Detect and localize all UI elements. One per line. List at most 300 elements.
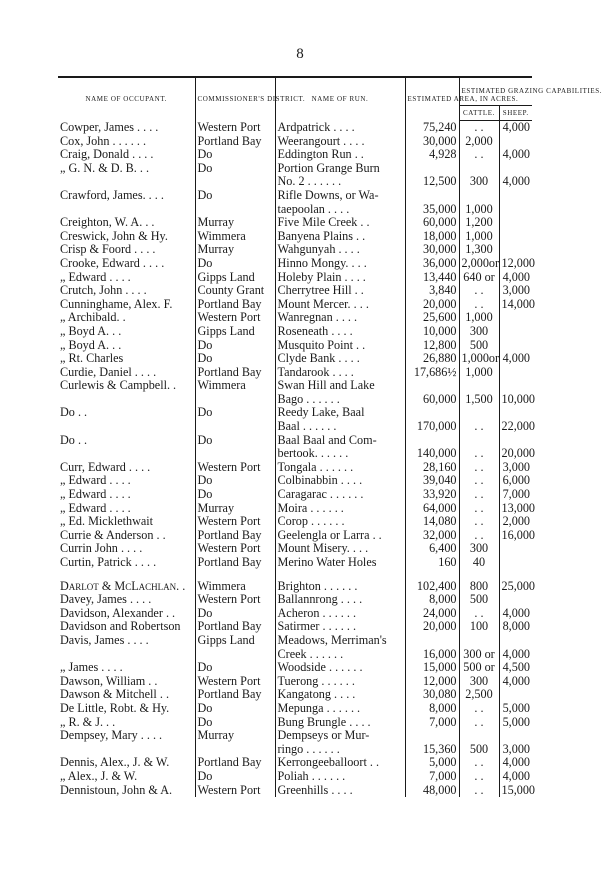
occupant-cell — [58, 175, 195, 189]
occupant-cell: Creighton, W. A. . . — [60, 215, 155, 230]
cattle-cell: . . — [459, 121, 499, 135]
run-cell: Ballannrong . . . . — [275, 593, 405, 607]
occupant-cell: Davidson, Alexander . . — [60, 605, 176, 620]
cattle-cell: . . — [459, 607, 499, 621]
run-cell: Kangatong . . . . — [275, 688, 405, 702]
area-cell: 33,920 — [405, 488, 459, 502]
area-cell: 32,000 — [405, 529, 459, 543]
cattle-cell: 640 or — [459, 271, 499, 285]
header-area: ESTIMATED AREA, IN ACRES. — [405, 77, 459, 121]
cattle-cell: . . — [459, 716, 499, 730]
sheep-cell: 4,500 — [499, 661, 532, 675]
run-cell: Dempseys or Mur- — [275, 729, 405, 743]
run-cell: Roseneath . . . . — [275, 325, 405, 339]
run-cell: Reedy Lake, Baal — [275, 406, 405, 420]
sheep-cell: 7,000 — [499, 488, 532, 502]
cattle-cell — [459, 189, 499, 203]
cattle-cell: 500 — [459, 743, 499, 757]
cattle-cell: 1,200 — [459, 216, 499, 230]
run-cell: Poliah . . . . . . — [275, 770, 405, 784]
occupant-cell: Craig, Donald . . . . — [60, 147, 154, 162]
district-cell: Western Port — [195, 675, 275, 689]
sheep-cell: 22,000 — [499, 420, 532, 434]
district-cell: Murray — [195, 243, 275, 257]
area-cell: 25,600 — [405, 311, 459, 325]
cattle-cell: . . — [459, 284, 499, 298]
sheep-cell — [499, 203, 532, 217]
district-cell: Do — [195, 607, 275, 621]
table-row — [58, 339, 532, 353]
area-cell: 10,000 — [405, 325, 459, 339]
cattle-cell: . . — [459, 784, 499, 798]
area-cell: 170,000 — [405, 420, 459, 434]
sheep-cell: 3,000 — [499, 461, 532, 475]
sheep-cell — [499, 339, 532, 353]
table-row — [58, 162, 532, 176]
run-cell: Portion Grange Burn — [275, 162, 405, 176]
page-number: 8 — [296, 46, 304, 62]
table-row — [58, 434, 532, 448]
area-cell: 8,000 — [405, 702, 459, 716]
occupant-cell — [58, 420, 195, 434]
sheep-cell: 4,000 — [499, 770, 532, 784]
area-cell — [405, 634, 459, 648]
run-cell: taepoolan . . . . — [275, 203, 405, 217]
table-row — [58, 284, 532, 298]
occupant-cell: Cowper, James . . . . — [60, 120, 159, 134]
run-cell: Greenhills . . . . — [275, 784, 405, 798]
cattle-cell: . . — [459, 474, 499, 488]
area-cell — [405, 406, 459, 420]
cattle-cell: . . — [459, 502, 499, 516]
run-cell: Weerangourt . . . . — [275, 135, 405, 149]
occupant-cell: Davey, James . . . . — [60, 592, 152, 607]
run-cell: Merino Water Holes — [275, 556, 405, 570]
district-cell: Do — [195, 352, 275, 366]
district-cell: Do — [195, 162, 275, 176]
district-cell: Do — [195, 716, 275, 730]
header-occupant: NAME OF OCCUPANT. — [58, 77, 195, 121]
cattle-cell: . . — [459, 770, 499, 784]
occupant-cell: „ Boyd A. . . — [60, 337, 122, 352]
sheep-cell: 5,000 — [499, 702, 532, 716]
cattle-cell: 1,300 — [459, 243, 499, 257]
cattle-cell — [459, 434, 499, 448]
sheep-cell — [499, 379, 532, 393]
header-grazing: ESTIMATED GRAZING CAPABILITIES. — [459, 77, 532, 106]
district-cell: Do — [195, 148, 275, 162]
area-cell: 60,000 — [405, 393, 459, 407]
area-cell: 160 — [405, 556, 459, 570]
sheep-cell — [499, 189, 532, 203]
district-cell: Do — [195, 661, 275, 675]
district-cell: Do — [195, 488, 275, 502]
sheep-cell: 15,000 — [499, 784, 532, 798]
area-cell: 39,040 — [405, 474, 459, 488]
area-cell: 12,500 — [405, 175, 459, 189]
occupant-cell: Currin John . . . . — [60, 541, 143, 556]
occupant-cell: Curtin, Patrick . . . . — [60, 555, 157, 569]
run-cell: Swan Hill and Lake — [275, 379, 405, 393]
sheep-cell: 3,000 — [499, 284, 532, 298]
table-row — [58, 529, 532, 543]
district-cell: Do — [195, 257, 275, 271]
run-cell: Clyde Bank . . . . — [275, 352, 405, 366]
sheep-cell: 4,000 — [499, 675, 532, 689]
occupant-cell: Dennis, Alex., J. & W. — [60, 755, 170, 770]
cattle-cell: 1,000 — [459, 230, 499, 244]
sheep-cell: 10,000 — [499, 393, 532, 407]
run-cell: Baal Baal and Com- — [275, 434, 405, 448]
table-row — [58, 461, 532, 475]
run-cell: Tongala . . . . . . — [275, 461, 405, 475]
area-cell: 140,000 — [405, 447, 459, 461]
cattle-cell: 1,000or — [459, 352, 499, 366]
run-cell: Bung Brungle . . . . — [275, 716, 405, 730]
table-row — [58, 502, 532, 516]
table-row — [58, 393, 532, 407]
area-cell — [405, 162, 459, 176]
cattle-cell — [459, 634, 499, 648]
run-cell: Mount Misery. . . . — [275, 542, 405, 556]
table-row — [58, 488, 532, 502]
table-row — [58, 352, 532, 366]
district-cell: Wimmera — [195, 379, 275, 393]
header-district: COMMISSIONER'S DISTRICT. — [195, 77, 275, 121]
cattle-cell: 2,000or — [459, 257, 499, 271]
district-cell: Wimmera — [195, 230, 275, 244]
area-cell: 75,240 — [405, 121, 459, 135]
cattle-cell: . . — [459, 515, 499, 529]
table-row — [58, 203, 532, 217]
run-cell: Musquito Point . . — [275, 339, 405, 353]
occupant-cell: Davis, James . . . . — [60, 632, 149, 647]
cattle-cell: 800 — [459, 580, 499, 594]
cattle-cell: . . — [459, 488, 499, 502]
district-cell: Portland Bay — [195, 688, 275, 702]
occupant-cell: „ Alex., J. & W. — [60, 768, 138, 783]
cattle-cell: . . — [459, 298, 499, 312]
run-cell: Cherrytree Hill . . — [275, 284, 405, 298]
occupant-cell: „ Edward . . . . — [60, 473, 131, 488]
occupant-cell: „ Edward . . . . — [60, 487, 131, 502]
table-row — [58, 298, 532, 312]
table-row — [58, 556, 532, 570]
sheep-cell: 25,000 — [499, 580, 532, 594]
table-row — [58, 648, 532, 662]
run-cell: Bago . . . . . . — [275, 393, 405, 407]
occupant-cell: Currie & Anderson . . — [60, 527, 166, 542]
sheep-cell: 4,000 — [499, 175, 532, 189]
run-cell: Caragarac . . . . . . — [275, 488, 405, 502]
district-cell: Do — [195, 406, 275, 420]
sheep-cell: 4,000 — [499, 607, 532, 621]
cattle-cell: 1,000 — [459, 366, 499, 380]
occupant-cell: „ Boyd A. . . — [60, 323, 122, 338]
sheep-cell: 4,000 — [499, 148, 532, 162]
district-cell: Portland Bay — [195, 756, 275, 770]
area-cell — [405, 729, 459, 743]
area-cell: 35,000 — [405, 203, 459, 217]
table-row — [58, 542, 532, 556]
occupant-cell: Creswick, John & Hy. — [60, 228, 168, 243]
ledger-body — [58, 120, 536, 798]
occupant-cell — [58, 743, 195, 757]
area-cell: 8,000 — [405, 593, 459, 607]
sheep-cell — [499, 406, 532, 420]
sheep-cell — [499, 325, 532, 339]
area-cell: 12,800 — [405, 339, 459, 353]
sheep-cell: 14,000 — [499, 298, 532, 312]
sheep-cell: 4,000 — [499, 352, 532, 366]
area-cell: 3,840 — [405, 284, 459, 298]
run-cell: Satirmer . . . . . . — [275, 620, 405, 634]
sheep-cell — [499, 366, 532, 380]
occupant-cell: Curr, Edward . . . . — [60, 459, 151, 474]
area-cell: 7,000 — [405, 770, 459, 784]
district-cell: Western Port — [195, 121, 275, 135]
sheep-cell — [499, 243, 532, 257]
area-cell: 13,440 — [405, 271, 459, 285]
occupant-cell — [58, 203, 195, 217]
table-row — [58, 135, 532, 149]
district-cell: Western Port — [195, 515, 275, 529]
sheep-cell: 8,000 — [499, 620, 532, 634]
district-cell: Portland Bay — [195, 366, 275, 380]
district-cell — [195, 420, 275, 434]
cattle-cell: 500 — [459, 339, 499, 353]
cattle-cell: . . — [459, 756, 499, 770]
district-cell: Western Port — [195, 311, 275, 325]
table-row — [58, 743, 532, 757]
table-row — [58, 325, 532, 339]
area-cell: 28,160 — [405, 461, 459, 475]
table-row — [58, 607, 532, 621]
district-cell: Murray — [195, 502, 275, 516]
table-row — [58, 675, 532, 689]
district-cell — [195, 743, 275, 757]
header-cattle: CATTLE. — [459, 106, 499, 121]
sheep-cell — [499, 542, 532, 556]
district-cell — [195, 648, 275, 662]
table-row — [58, 216, 532, 230]
run-cell: Geelengla or Larra . . — [275, 529, 405, 543]
table-row — [58, 379, 532, 393]
district-cell: Portland Bay — [195, 556, 275, 570]
occupant-cell: Crisp & Foord . . . . — [60, 242, 156, 257]
area-cell: 6,400 — [405, 542, 459, 556]
area-cell — [405, 379, 459, 393]
sheep-cell: 4,000 — [499, 756, 532, 770]
table-row — [58, 366, 532, 380]
run-cell: Hinno Mongy. . . . — [275, 257, 405, 271]
area-cell: 48,000 — [405, 784, 459, 798]
occupant-cell — [58, 447, 195, 461]
sheep-cell: 3,000 — [499, 743, 532, 757]
area-cell: 4,928 — [405, 148, 459, 162]
cattle-cell: 2,000 — [459, 135, 499, 149]
header-run: NAME OF RUN. — [275, 77, 405, 121]
run-cell: Mepunga . . . . . . — [275, 702, 405, 716]
occupant-cell: Dennistoun, John & A. — [60, 782, 173, 797]
occupant-cell: Do . . — [60, 432, 88, 447]
sheep-cell — [499, 556, 532, 570]
district-cell: Do — [195, 474, 275, 488]
district-cell: Gipps Land — [195, 271, 275, 285]
table-row — [58, 756, 532, 770]
cattle-cell: . . — [459, 447, 499, 461]
area-cell: 5,000 — [405, 756, 459, 770]
run-cell: Colbinabbin . . . . — [275, 474, 405, 488]
area-cell: 14,080 — [405, 515, 459, 529]
cattle-cell: 100 — [459, 620, 499, 634]
table-row — [58, 311, 532, 325]
table-row — [58, 189, 532, 203]
sheep-cell: 4,000 — [499, 648, 532, 662]
sheep-cell: 13,000 — [499, 502, 532, 516]
run-cell: Tuerong . . . . . . — [275, 675, 405, 689]
sheep-cell — [499, 216, 532, 230]
district-cell: Gipps Land — [195, 325, 275, 339]
table-row — [58, 406, 532, 420]
sheep-cell — [499, 162, 532, 176]
area-cell: 18,000 — [405, 230, 459, 244]
sheep-cell — [499, 634, 532, 648]
cattle-cell: 500 — [459, 593, 499, 607]
area-cell: 30,000 — [405, 135, 459, 149]
occupant-cell: „ R. & J. . . — [60, 714, 116, 729]
run-cell: Corop . . . . . . — [275, 515, 405, 529]
table-row — [58, 770, 532, 784]
district-cell: Do — [195, 702, 275, 716]
occupant-cell: Crawford, James. . . . — [60, 187, 164, 202]
table-row — [58, 620, 532, 634]
occupant-cell: „ Ed. Micklethwait — [60, 514, 154, 529]
area-cell: 15,000 — [405, 661, 459, 675]
cattle-cell: 300 — [459, 675, 499, 689]
occupant-cell — [58, 393, 195, 407]
cattle-cell: . . — [459, 702, 499, 716]
district-cell: Wimmera — [195, 580, 275, 594]
table-row — [58, 121, 532, 135]
cattle-cell: 1,000 — [459, 311, 499, 325]
district-cell: Murray — [195, 216, 275, 230]
table-row — [58, 257, 532, 271]
district-cell: Gipps Land — [195, 634, 275, 648]
district-cell: Portland Bay — [195, 620, 275, 634]
cattle-cell — [459, 406, 499, 420]
header-sheep: SHEEP. — [499, 106, 532, 121]
occupant-cell: Curlewis & Campbell. . — [60, 378, 177, 393]
table-row — [58, 729, 532, 743]
district-cell — [195, 175, 275, 189]
run-cell: Wahgunyah . . . . — [275, 243, 405, 257]
cattle-cell: 2,500 — [459, 688, 499, 702]
district-cell — [195, 447, 275, 461]
area-cell — [405, 434, 459, 448]
district-cell: Western Port — [195, 593, 275, 607]
occupant-cell: Dempsey, Mary . . . . — [60, 728, 163, 743]
area-cell — [405, 189, 459, 203]
run-cell: Tandarook . . . . — [275, 366, 405, 380]
district-cell: Portland Bay — [195, 135, 275, 149]
district-cell: Do — [195, 189, 275, 203]
sheep-cell — [499, 434, 532, 448]
table-row — [58, 784, 532, 798]
sheep-cell: 20,000 — [499, 447, 532, 461]
sheep-cell: 6,000 — [499, 474, 532, 488]
sheep-cell — [499, 135, 532, 149]
sheep-cell — [499, 593, 532, 607]
run-cell: Five Mile Creek . . — [275, 216, 405, 230]
area-cell: 36,000 — [405, 257, 459, 271]
cattle-cell: 300 or — [459, 648, 499, 662]
area-cell: 64,000 — [405, 502, 459, 516]
table-row — [58, 688, 532, 702]
occupant-cell: „ Archibald. . — [60, 310, 126, 325]
sheep-cell — [499, 729, 532, 743]
district-cell: Western Port — [195, 784, 275, 798]
run-cell: Mount Mercer. . . . — [275, 298, 405, 312]
table-row — [58, 420, 532, 434]
occupant-cell: „ Edward . . . . — [60, 500, 131, 515]
cattle-cell: 1,000 — [459, 203, 499, 217]
table-row — [58, 243, 532, 257]
sheep-cell: 4,000 — [499, 121, 532, 135]
occupant-cell — [58, 648, 195, 662]
area-cell: 30,080 — [405, 688, 459, 702]
cattle-cell: 40 — [459, 556, 499, 570]
run-cell: Ardpatrick . . . . — [275, 121, 405, 135]
table-row — [58, 515, 532, 529]
district-cell: Portland Bay — [195, 298, 275, 312]
area-cell: 17,686½ — [405, 366, 459, 380]
sheep-cell — [499, 688, 532, 702]
run-cell: Wanregnan . . . . — [275, 311, 405, 325]
sheep-cell: 2,000 — [499, 515, 532, 529]
district-cell: Do — [195, 770, 275, 784]
run-cell: ringo . . . . . . — [275, 743, 405, 757]
occupant-cell: Crooke, Edward . . . . — [60, 255, 165, 270]
table-row — [58, 474, 532, 488]
cattle-cell — [459, 379, 499, 393]
run-cell: Brighton . . . . . . — [275, 580, 405, 594]
run-cell: Baal . . . . . . — [275, 420, 405, 434]
cattle-cell: . . — [459, 529, 499, 543]
sheep-cell — [499, 230, 532, 244]
area-cell: 20,000 — [405, 620, 459, 634]
run-cell: Creek . . . . . . — [275, 648, 405, 662]
district-cell: Do — [195, 339, 275, 353]
area-cell: 12,000 — [405, 675, 459, 689]
occupant-cell: „ Rt. Charles — [60, 351, 124, 366]
area-cell: 24,000 — [405, 607, 459, 621]
run-cell: Eddington Run . . — [275, 148, 405, 162]
table-row — [58, 702, 532, 716]
cattle-cell: 300 — [459, 542, 499, 556]
run-cell: Rifle Downs, or Wa- — [275, 189, 405, 203]
cattle-cell: . . — [459, 420, 499, 434]
cattle-cell — [459, 729, 499, 743]
area-cell: 60,000 — [405, 216, 459, 230]
table-row — [58, 175, 532, 189]
occupant-cell: Darlot & McLachlan. . — [60, 578, 186, 593]
area-cell: 7,000 — [405, 716, 459, 730]
table-row — [58, 661, 532, 675]
district-cell: Portland Bay — [195, 529, 275, 543]
occupant-cell: Crutch, John . . . . — [60, 283, 147, 298]
district-cell — [195, 393, 275, 407]
